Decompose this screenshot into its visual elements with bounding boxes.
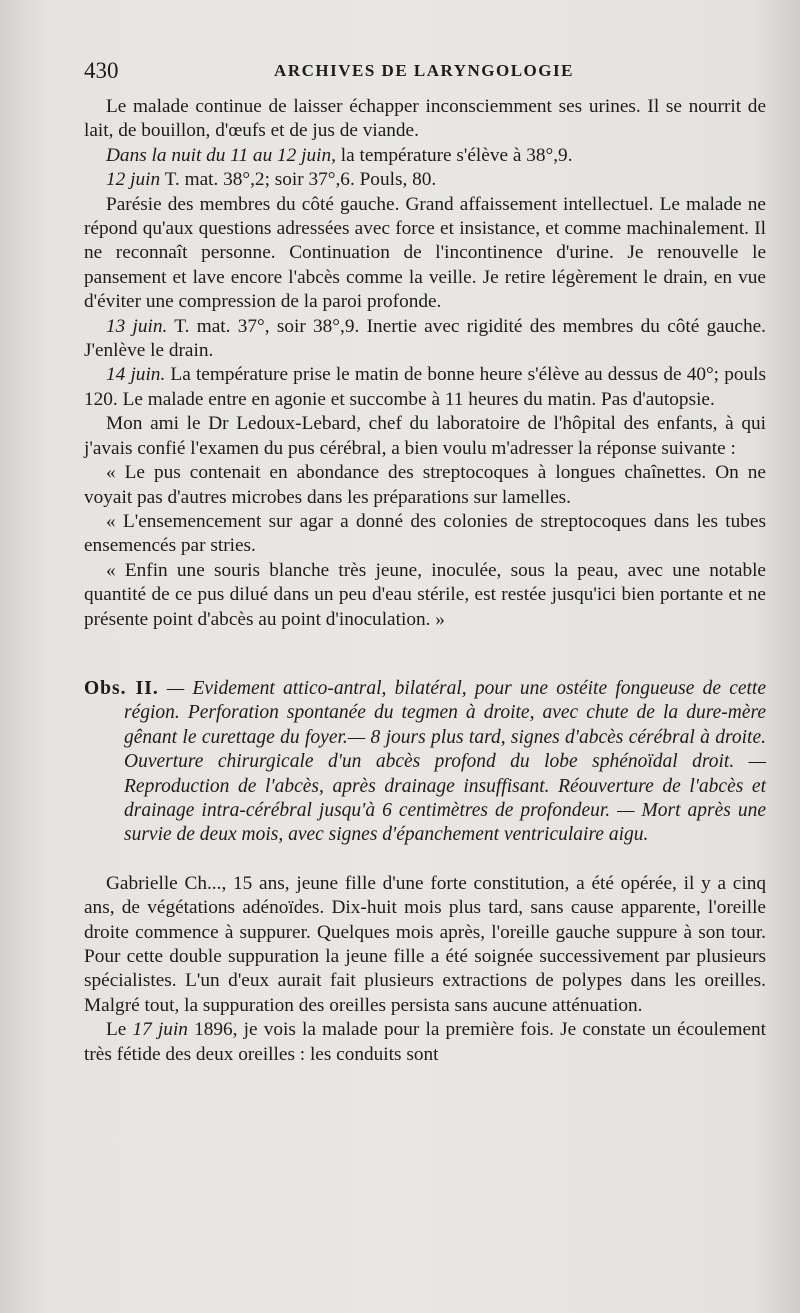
page-header [84,58,764,88]
date: 12 juin [106,169,161,191]
paragraph: Le 17 juin 1896, je vois la malade pour la première fois. Je constate un écoulement très fétide des deux oreilles : les conduits sont [84,1019,766,1065]
page-number: 430 [84,58,119,83]
paragraph: Dans la nuit du 11 au 12 juin, la température s'élève à 38°,9. [106,144,573,166]
paragraph: 14 juin. La température prise le matin de bonne heure s'élève au dessus de 40°; pouls 120. Le malade entre en agonie et succombe à 11 heures du matin. Pas d'autopsie. [84,364,766,410]
running-title: ARCHIVES DE LARYNGOLOGIE [274,61,574,80]
observation-heading [84,677,766,848]
observation-summary: — Evidement attico-antral, bilatéral, pour une ostéite fongueuse de cette région. Perforation spontanée du tegmen à droite, avec chute de la dure-mère gênant le curettage du foyer.— 8 jours plus tard, signes d'abcès cérébral à droite. Ouverture chirurgicale d'un abcès profond du lobe sphénoïdal droit. — Reproduction de l'abcès, après drainage insuffisant. Réouverture de l'abcès et drainage intra-cérébral jusqu'à 6 centimètres de profondeur. — Mort après une survie de deux mois, avec signes d'épanchement ventriculaire aigu. [124,677,766,846]
date: 17 juin [132,1019,188,1041]
date: 14 juin. [106,364,166,386]
quote-paragraph: « Le pus contenait en abondance des streptocoques à longues chaînettes. On ne voyait pas d'autres microbes dans les préparations sur lamelles. [84,462,766,508]
body-text [84,95,766,1067]
date: Dans la nuit du 11 au 12 juin, [106,144,336,166]
paragraph: Le malade continue de laisser échapper inconsciemment ses urines. Il se nourrit de lait, de bouillon, d'œufs et de jus de viande. [84,96,766,142]
quote-paragraph: « L'ensemencement sur agar a donné des colonies de streptocoques dans les tubes ensemencés par stries. [84,510,766,557]
paragraph: Mon ami le Dr Ledoux-Lebard, chef du laboratoire de l'hôpital des enfants, à qui j'avais confié l'examen du pus cérébral, a bien voulu m'adresser la réponse suivante : [84,413,766,459]
date: 13 juin. [106,315,168,337]
quote-paragraph: « Enfin une souris blanche très jeune, inoculée, sous la peau, avec une notable quantité de ce pus dilué dans un peu d'eau stérile, est restée jusqu'ici bien portante et ne présente point d'abcès au point d'inoculation. » [84,559,766,630]
paragraph: Gabrielle Ch..., 15 ans, jeune fille d'une forte constitution, a été opérée, il y a cinq ans, de végétations adénoïdes. Dix-huit mois plus tard, sans cause apparente, l'oreille droite commence à suppurer. Quelques mois après, l'oreille gauche suppure à son tour. Pour cette double suppuration la jeune fille a été soignée successivement par plusieurs spécialistes. L'un d'eux aurait fait plusieurs extractions de polypes dans les oreilles. Malgré tout, la suppuration des oreilles persista sans aucune atténuation. [84,872,766,1016]
paragraph: 13 juin. T. mat. 37°, soir 38°,9. Inertie avec rigidité des membres du côté gauche. J'enlève le drain. [84,315,766,362]
observation-label: Obs. II. [84,677,159,699]
paragraph: Parésie des membres du côté gauche. Grand affaissement intellectuel. Le malade ne répond qu'aux questions adressées avec force et insistance, et comme machinalement. Il ne reconnaît personne. Continuation de l'incontinence d'urine. Je renouvelle le pansement et lave encore l'abcès comme la veille. Je retire légèrement le drain, en vue d'éviter une compression de la paroi profonde. [84,193,766,313]
paragraph: 12 juin T. mat. 38°,2; soir 37°,6. Pouls, 80. [106,169,437,191]
